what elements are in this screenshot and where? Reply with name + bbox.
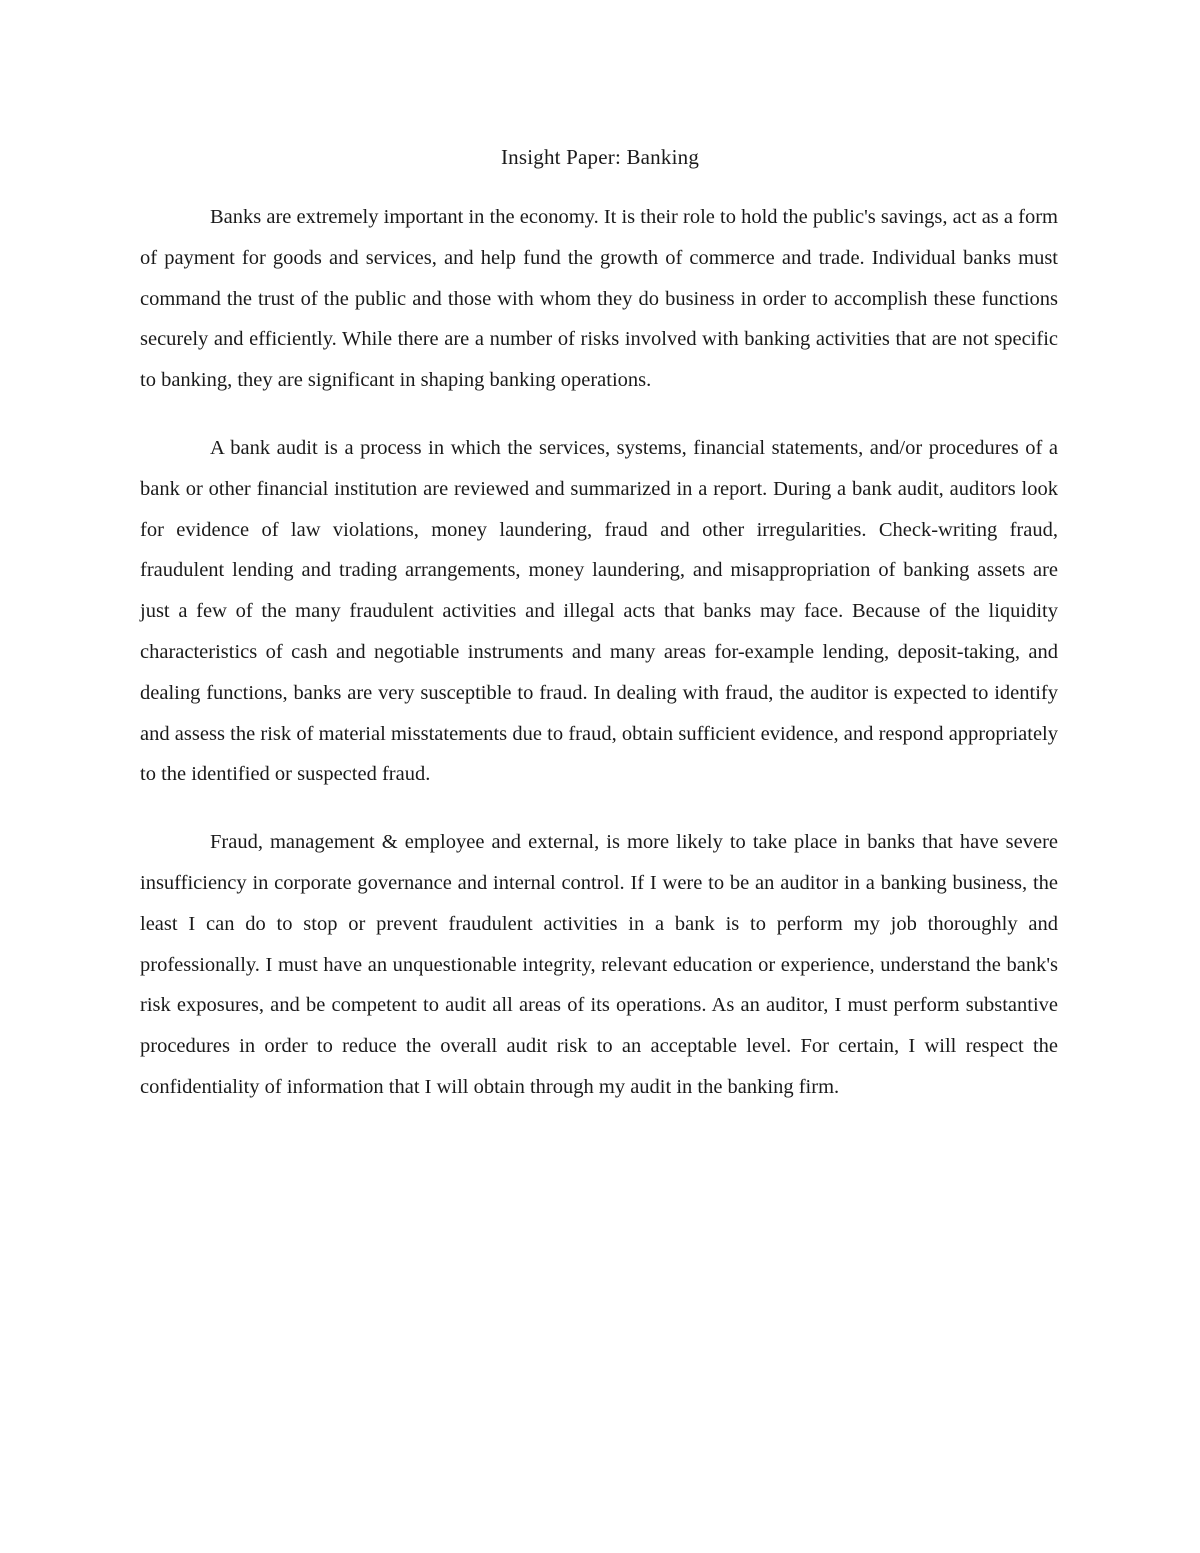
paragraph-fraud-auditor: Fraud, management & employee and external, is more likely to take place in banks that have severe insufficiency in corporate governance and internal control. If I were to be an auditor in a banking business, the least I can do to stop or prevent fraudulent activities in a bank is to perform my job thoroughly and professionally. I must have an unquestionable integrity, relevant education or experience, understand the bank's risk exposures, and be competent to audit all areas of its operations. As an auditor, I must perform substantive procedures in order to reduce the overall audit risk to an acceptable level. For certain, I will respect the confidentiality of information that I will obtain through my audit in the banking firm.: [140, 831, 1058, 1098]
paragraph-banks-importance: Banks are extremely important in the economy. It is their role to hold the public's savings, act as a form of payment for goods and services, and help fund the growth of commerce and trade. Individual banks must command the trust of the public and those with whom they do business in order to accomplish these functions securely and efficiently. While there are a number of risks involved with banking activities that are not specific to banking, they are significant in shaping banking operations.: [140, 206, 1058, 392]
paragraph-bank-audit: A bank audit is a process in which the services, systems, financial statements, and/or procedures of a bank or other financial institution are reviewed and summarized in a report. During a bank audit, auditors look for evidence of law violations, money laundering, fraud and other irregularities. Check-writing fraud, fraudulent lending and trading arrangements, money laundering, and misappropriation of banking assets are just a few of the many fraudulent activities and illegal acts that banks may face. Because of the liquidity characteristics of cash and negotiable instruments and many areas for-example lending, deposit-taking, and dealing functions, banks are very susceptible to fraud. In dealing with fraud, the auditor is expected to identify and assess the risk of material misstatements due to fraud, obtain sufficient evidence, and respond appropriately to the identified or suspected fraud.: [140, 436, 1058, 786]
document-title: Insight Paper: Banking: [500, 145, 700, 169]
document-body: [140, 197, 1058, 1108]
